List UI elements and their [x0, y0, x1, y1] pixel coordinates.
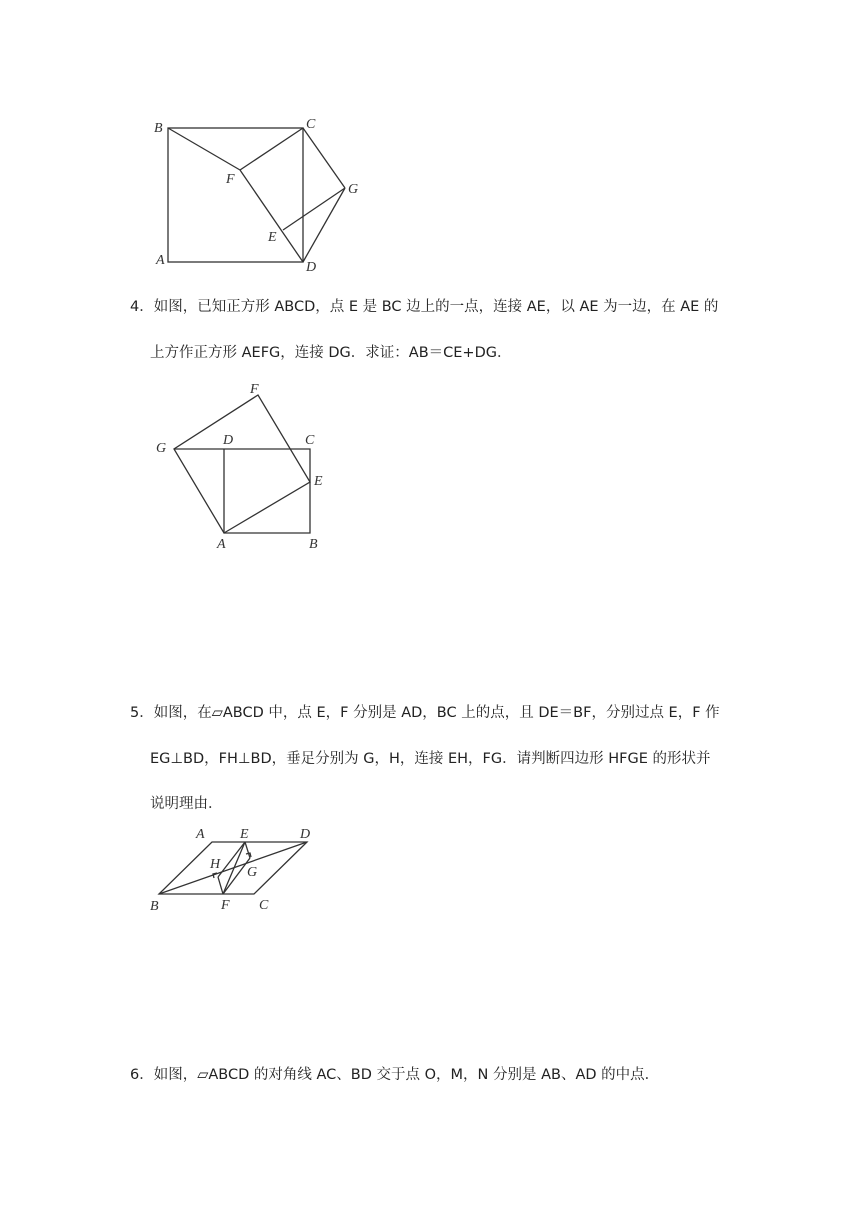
label-A: A	[196, 827, 205, 842]
q4-figure	[150, 378, 340, 553]
label-E: E	[268, 230, 277, 245]
diagonal-BD	[159, 842, 307, 894]
q4-text-line2: 上方作正方形 AEFG，连接 DG．求证：AB＝CE+DG．	[150, 345, 512, 361]
q4-text-line1: 4．如图，已知正方形 ABCD，点 E 是 BC 边上的一点，连接 AE，以 AE 为一边，在 AE 的	[130, 299, 719, 315]
label-G: G	[348, 182, 359, 197]
square-AEFG	[174, 395, 310, 533]
q5-figure	[148, 822, 328, 917]
label-A: A	[217, 537, 226, 552]
figure-square-ABCD-with-G	[150, 110, 380, 280]
label-D: D	[300, 827, 311, 842]
segment-BF	[168, 128, 240, 170]
q6-text-line1: 6．如图，▱ABCD 的对角线 AC、BD 交于点 O，M，N 分别是 AB、AD 的中点．	[130, 1067, 660, 1083]
segment-FD	[240, 170, 303, 262]
label-G: G	[156, 441, 167, 456]
label-A: A	[156, 253, 165, 268]
label-C: C	[306, 117, 316, 132]
segment-GE	[283, 188, 345, 230]
segment-CF	[240, 128, 303, 170]
label-B: B	[150, 899, 159, 914]
segment-EH	[218, 842, 245, 877]
square-ABCD	[168, 128, 303, 262]
label-B: B	[309, 537, 318, 552]
label-C: C	[259, 898, 269, 913]
label-H: H	[210, 857, 221, 872]
right-angle-H	[213, 873, 217, 878]
label-C: C	[305, 433, 315, 448]
segment-FH	[218, 877, 223, 894]
q5-text-line2: EG⊥BD，FH⊥BD，垂足分别为 G，H，连接 EH，FG．请判断四边形 HFGE 的形状并	[150, 751, 711, 767]
square-ABCD-part	[174, 449, 310, 533]
label-E: E	[314, 474, 323, 489]
q5-text-line1: 5．如图，在▱ABCD 中，点 E，F 分别是 AD，BC 上的点，且 DE＝BF，分别过点 E，F 作	[130, 705, 720, 721]
segment-EG	[245, 842, 250, 858]
segment-GD	[303, 188, 345, 262]
label-F: F	[226, 172, 235, 187]
segment-CG	[303, 128, 345, 188]
label-G: G	[247, 865, 258, 880]
label-D: D	[306, 260, 317, 275]
label-E: E	[240, 827, 249, 842]
q5-text-line3: 说明理由．	[150, 796, 223, 812]
label-D: D	[223, 433, 234, 448]
label-B: B	[154, 121, 163, 136]
label-F: F	[221, 898, 230, 913]
label-F: F	[250, 382, 259, 397]
